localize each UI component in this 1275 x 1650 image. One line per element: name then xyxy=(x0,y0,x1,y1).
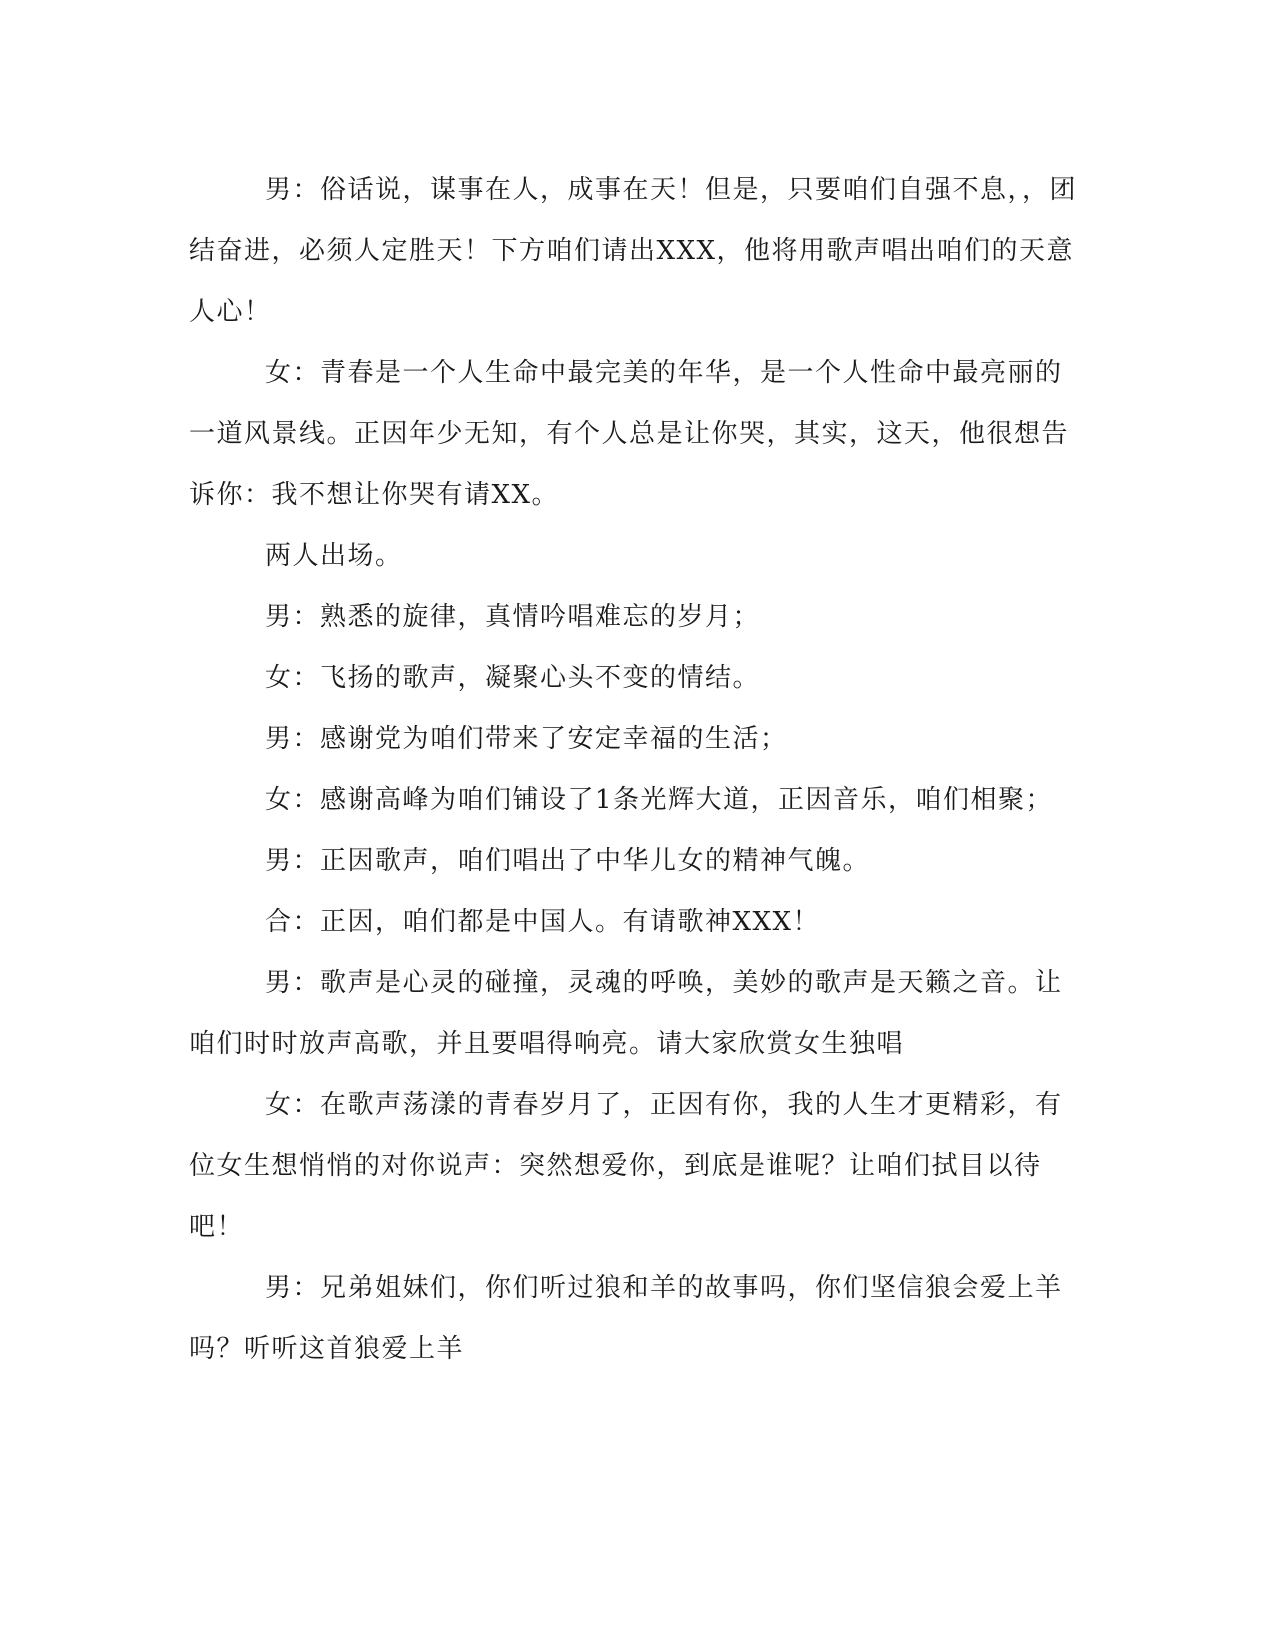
paragraph-1: 男：俗话说，谋事在人，成事在天！但是，只要咱们自强不息，，团结奋进，必须人定胜天！下方咱们请出XXX，他将用歌声唱出咱们的天意人心！ xyxy=(189,175,1078,327)
paragraph-2: 女：青春是一个人生命中最完美的年华，是一个人性命中最亮丽的一道风景线。正因年少无知，有个人总是让你哭，其实，这天，他很想告诉你：我不想让你哭有请XX。 xyxy=(189,358,1070,510)
paragraph-6: 男：感谢党为咱们带来了安定幸福的生活； xyxy=(265,724,788,754)
paragraph-4: 男：熟悉的旋律，真情吟唱难忘的岁月； xyxy=(265,602,761,632)
document-body xyxy=(189,160,1089,1380)
paragraph-8: 男：正因歌声，咱们唱出了中华儿女的精神气魄。 xyxy=(265,846,871,876)
paragraph-11: 女：在歌声荡漾的青春岁月了，正因有你，我的人生才更精彩，有位女生想悄悄的对你说声：突然想爱你，到底是谁呢？让咱们拭目以待吧！ xyxy=(189,1090,1063,1242)
paragraph-3: 两人出场。 xyxy=(265,541,403,571)
paragraph-9: 合：正因，咱们都是中国人。有请歌神XXX！ xyxy=(265,907,821,937)
paragraph-12: 男：兄弟姐妹们，你们听过狼和羊的故事吗，你们坚信狼会爱上羊吗？听听这首狼爱上羊 xyxy=(189,1273,1063,1364)
paragraph-5: 女：飞扬的歌声，凝聚心头不变的情结。 xyxy=(265,663,761,693)
paragraph-10: 男：歌声是心灵的碰撞，灵魂的呼唤，美妙的歌声是天籁之音。让咱们时时放声高歌，并且要唱得响亮。请大家欣赏女生独唱 xyxy=(189,968,1063,1059)
paragraph-7: 女：感谢高峰为咱们铺设了1条光辉大道，正因音乐，咱们相聚； xyxy=(265,785,1054,815)
